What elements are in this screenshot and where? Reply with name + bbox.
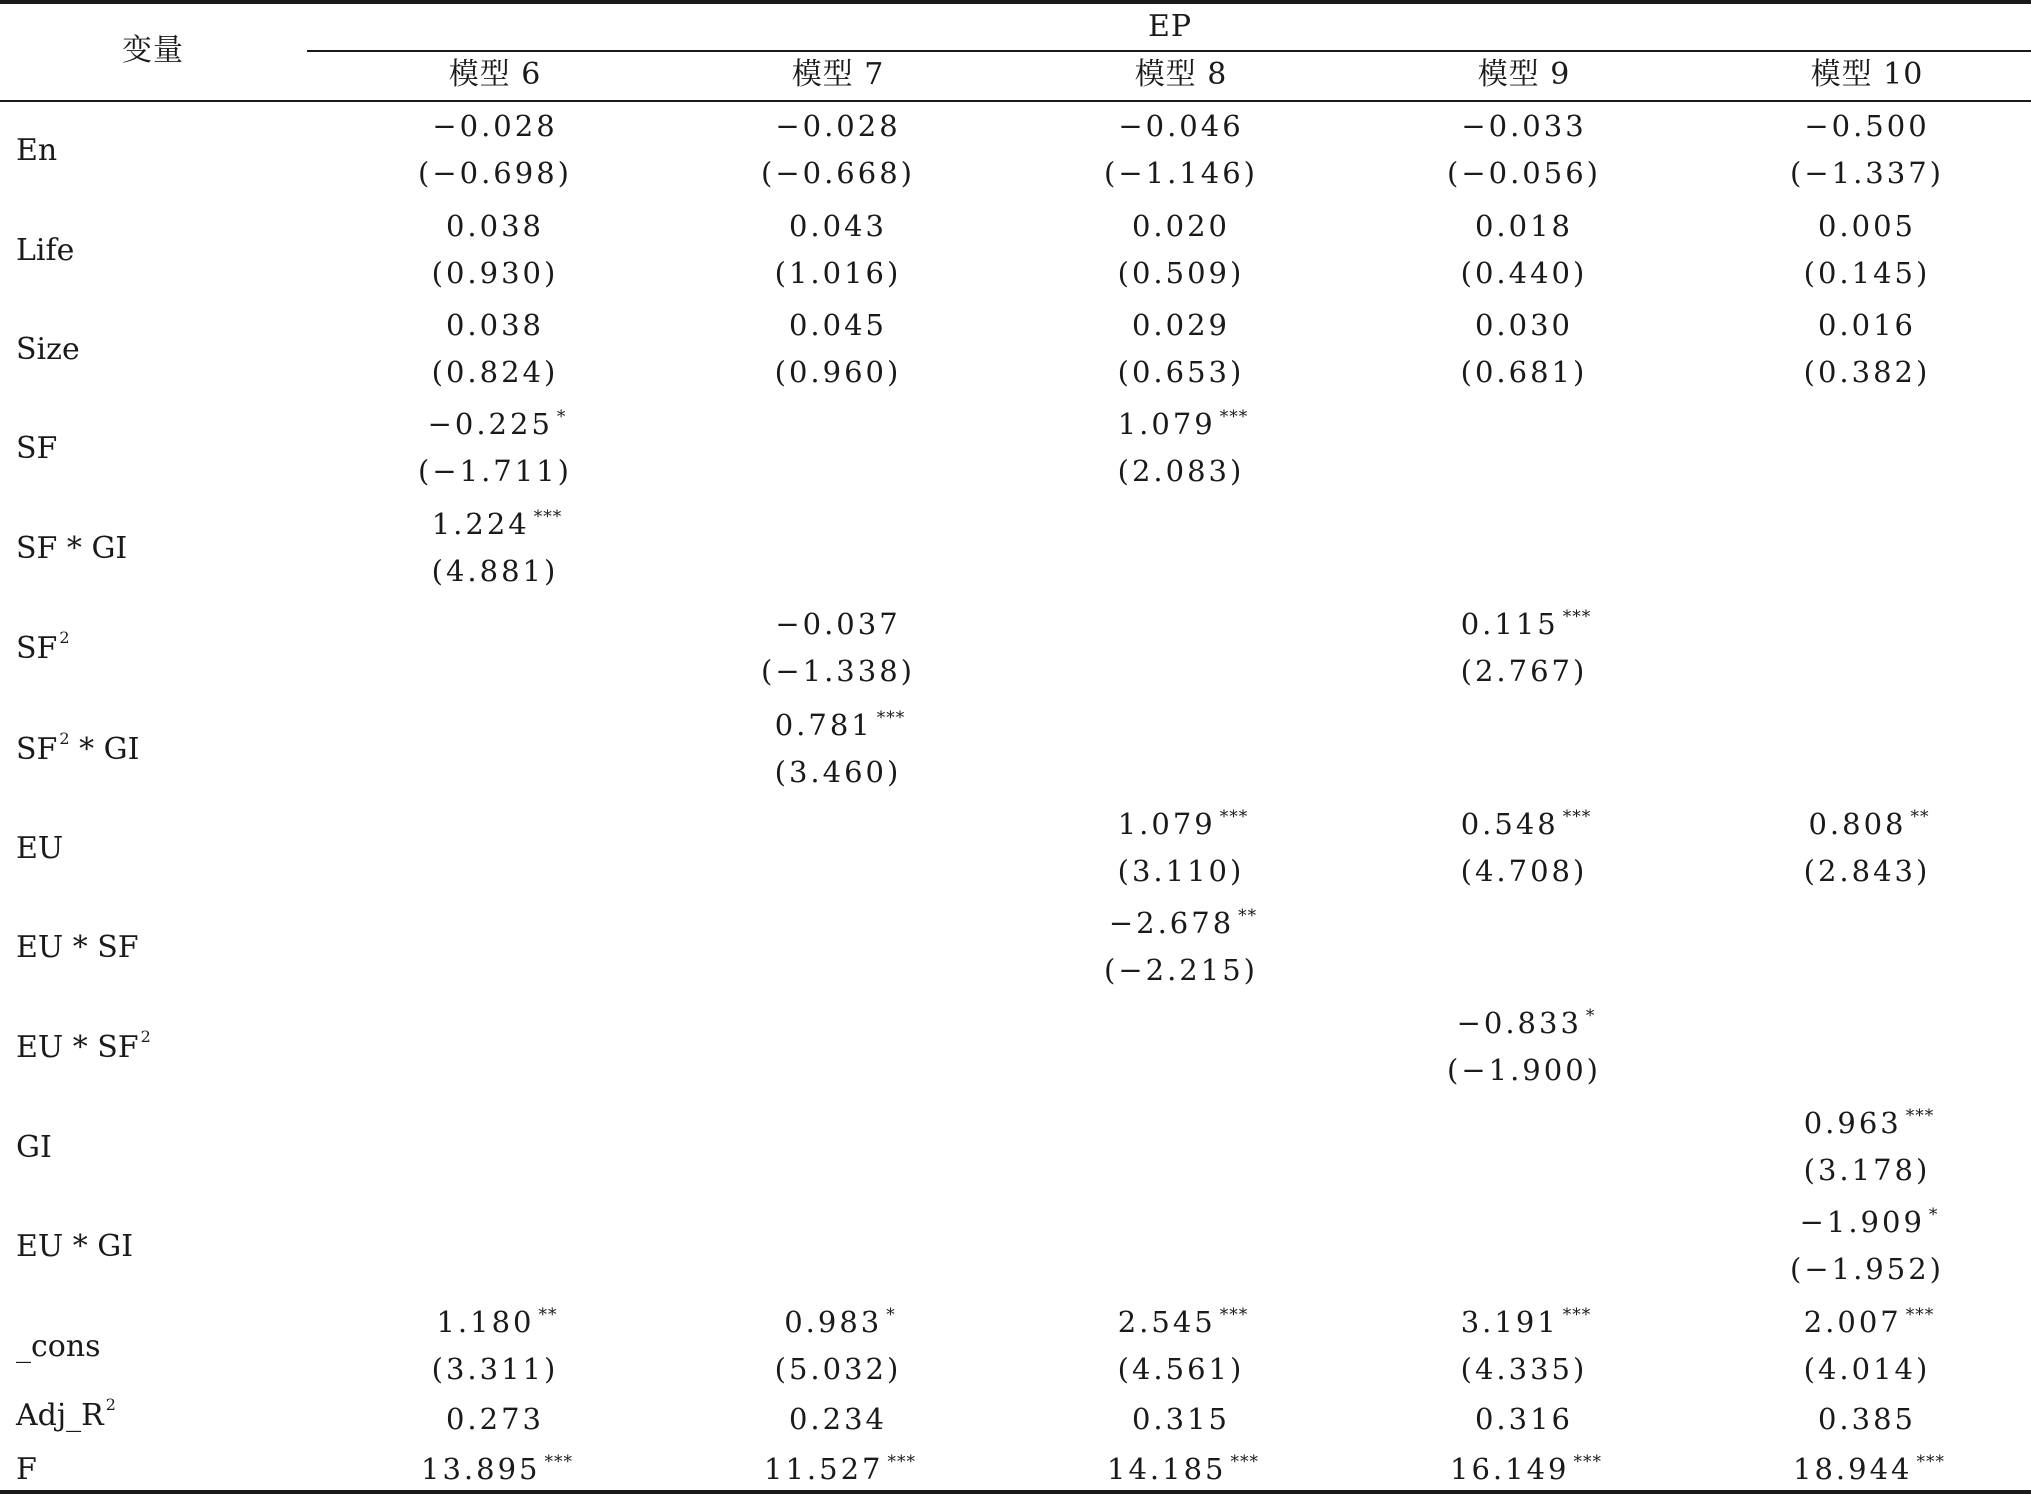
- row-label: SF * GI: [16, 531, 128, 566]
- row-label: SF $^2$: [16, 628, 70, 666]
- coef-cell: −0.037: [775, 607, 901, 641]
- header-rule: [0, 100, 2031, 102]
- bottom-rule: [0, 1490, 2031, 1494]
- coef-cell: 0.038: [445, 308, 545, 342]
- f-cell: 11.527 ***: [764, 1452, 916, 1486]
- row-label: _cons: [16, 1329, 101, 1364]
- t-stat-cell: (0.145): [1803, 256, 1931, 290]
- model-header: 模型 10: [1810, 57, 1924, 92]
- t-stat-cell: (0.960): [774, 355, 902, 389]
- variable-header: 变量: [122, 33, 184, 68]
- t-stat-cell: (−1.952): [1790, 1252, 1944, 1286]
- significance-stars: ***: [1219, 407, 1249, 427]
- significance-stars: *: [1928, 1205, 1939, 1225]
- significance-stars: ***: [1905, 1106, 1935, 1126]
- coef-cell: 2.545 ***: [1117, 1305, 1249, 1339]
- adj-r2-cell: 0.273: [445, 1402, 545, 1436]
- coef-cell: 0.548 ***: [1460, 807, 1592, 841]
- t-stat-cell: (0.930): [431, 256, 559, 290]
- t-stat-cell: (4.335): [1460, 1352, 1588, 1386]
- adj-r2-label: Adj_R $^2$: [16, 1395, 116, 1433]
- model-header: 模型 6: [448, 57, 542, 92]
- f-cell: 14.185 ***: [1107, 1452, 1259, 1486]
- t-stat-cell: (−1.711): [418, 454, 572, 488]
- coef-cell: −0.033: [1461, 109, 1587, 143]
- coef-cell: 0.029: [1131, 308, 1231, 342]
- coef-cell: 0.020: [1131, 209, 1231, 243]
- significance-stars: *: [886, 1305, 896, 1325]
- coef-cell: −0.500: [1804, 109, 1930, 143]
- label-superscript: 2: [140, 1027, 151, 1046]
- significance-stars: ***: [1230, 1452, 1259, 1472]
- significance-stars: ***: [1562, 607, 1592, 627]
- coef-cell: 0.038: [445, 209, 545, 243]
- t-stat-cell: (3.178): [1803, 1153, 1931, 1187]
- significance-stars: ***: [887, 1452, 916, 1472]
- t-stat-cell: (1.016): [774, 256, 902, 290]
- significance-stars: *: [556, 407, 567, 427]
- t-stat-cell: (0.681): [1460, 355, 1588, 389]
- t-stat-cell: (0.382): [1803, 355, 1931, 389]
- significance-stars: **: [1238, 906, 1258, 926]
- coef-cell: −0.225 *: [427, 407, 567, 441]
- f-cell: 16.149 ***: [1450, 1452, 1602, 1486]
- coef-cell: 0.018: [1474, 209, 1574, 243]
- f-cell: 18.944 ***: [1793, 1452, 1945, 1486]
- t-stat-cell: (4.014): [1803, 1352, 1931, 1386]
- significance-stars: ***: [1562, 807, 1592, 827]
- coef-cell: −1.909 *: [1799, 1205, 1939, 1239]
- coef-cell: 0.983 *: [784, 1305, 896, 1339]
- row-label: Life: [16, 233, 75, 268]
- top-rule: [0, 0, 2031, 4]
- t-stat-cell: (−1.337): [1790, 156, 1944, 190]
- row-label: En: [16, 133, 58, 168]
- row-label: Size: [16, 332, 80, 367]
- coef-cell: 3.191 ***: [1460, 1305, 1592, 1339]
- t-stat-cell: (0.509): [1117, 256, 1245, 290]
- t-stat-cell: (2.843): [1803, 854, 1931, 888]
- coef-cell: 0.016: [1817, 308, 1917, 342]
- model-header: 模型 8: [1134, 57, 1228, 92]
- coef-cell: 1.224 ***: [431, 507, 563, 541]
- label-superscript: 2: [105, 1395, 116, 1414]
- significance-stars: ***: [1573, 1452, 1602, 1472]
- t-stat-cell: (−1.146): [1104, 156, 1258, 190]
- row-label: GI: [16, 1130, 52, 1165]
- coef-cell: 0.115 ***: [1460, 607, 1592, 641]
- ep-group-header: EP: [1148, 9, 1193, 44]
- row-label: SF $^2$ * GI: [16, 729, 140, 767]
- significance-stars: ***: [1905, 1305, 1935, 1325]
- t-stat-cell: (−2.215): [1104, 953, 1258, 987]
- adj-r2-cell: 0.385: [1817, 1402, 1917, 1436]
- coef-cell: 0.030: [1474, 308, 1574, 342]
- row-label: SF: [16, 431, 58, 466]
- coef-cell: 0.005: [1817, 209, 1917, 243]
- group-underline: [307, 50, 2031, 52]
- t-stat-cell: (0.653): [1117, 355, 1245, 389]
- f-cell: 13.895 ***: [421, 1452, 573, 1486]
- row-label: EU: [16, 831, 64, 866]
- row-label: EU * GI: [16, 1229, 134, 1264]
- coef-cell: −0.046: [1118, 109, 1244, 143]
- t-stat-cell: (5.032): [774, 1352, 902, 1386]
- coef-cell: 2.007 ***: [1803, 1305, 1935, 1339]
- coef-cell: 0.808 **: [1808, 807, 1930, 841]
- coef-cell: −0.833 *: [1456, 1006, 1596, 1040]
- significance-stars: **: [1910, 807, 1930, 827]
- t-stat-cell: (2.083): [1117, 454, 1245, 488]
- coef-cell: 0.781 ***: [774, 708, 906, 742]
- model-header: 模型 9: [1477, 57, 1571, 92]
- coef-cell: 0.045: [788, 308, 888, 342]
- t-stat-cell: (2.767): [1460, 654, 1588, 688]
- significance-stars: ***: [544, 1452, 573, 1472]
- significance-stars: ***: [876, 708, 906, 728]
- t-stat-cell: (−0.056): [1447, 156, 1601, 190]
- coef-cell: 1.079 ***: [1117, 807, 1249, 841]
- t-stat-cell: (3.311): [431, 1352, 559, 1386]
- label-superscript: 2: [59, 729, 70, 748]
- t-stat-cell: (−1.338): [761, 654, 915, 688]
- f-label: F: [16, 1452, 37, 1487]
- significance-stars: ***: [1219, 807, 1249, 827]
- t-stat-cell: (4.708): [1460, 854, 1588, 888]
- significance-stars: **: [538, 1305, 558, 1325]
- significance-stars: *: [1585, 1006, 1596, 1026]
- significance-stars: ***: [1219, 1305, 1249, 1325]
- coef-cell: −2.678 **: [1108, 906, 1258, 940]
- significance-stars: ***: [533, 507, 563, 527]
- coef-cell: 0.043: [788, 209, 888, 243]
- coef-cell: −0.028: [775, 109, 901, 143]
- t-stat-cell: (−0.698): [418, 156, 572, 190]
- coef-cell: −0.028: [432, 109, 558, 143]
- coef-cell: 1.079 ***: [1117, 407, 1249, 441]
- t-stat-cell: (4.561): [1117, 1352, 1245, 1386]
- adj-r2-cell: 0.234: [788, 1402, 888, 1436]
- coef-cell: 0.963 ***: [1803, 1106, 1935, 1140]
- label-superscript: 2: [59, 628, 70, 647]
- adj-r2-cell: 0.316: [1474, 1402, 1574, 1436]
- t-stat-cell: (3.460): [774, 755, 902, 789]
- coef-cell: 1.180 **: [436, 1305, 558, 1339]
- significance-stars: ***: [1916, 1452, 1945, 1472]
- t-stat-cell: (0.440): [1460, 256, 1588, 290]
- significance-stars: ***: [1562, 1305, 1592, 1325]
- t-stat-cell: (−1.900): [1447, 1053, 1601, 1087]
- row-label: EU * SF $^2$: [16, 1027, 151, 1065]
- adj-r2-cell: 0.315: [1131, 1402, 1231, 1436]
- t-stat-cell: (0.824): [431, 355, 559, 389]
- t-stat-cell: (3.110): [1117, 854, 1245, 888]
- row-label: EU * SF: [16, 930, 139, 965]
- t-stat-cell: (−0.668): [761, 156, 915, 190]
- t-stat-cell: (4.881): [431, 554, 559, 588]
- model-header: 模型 7: [791, 57, 885, 92]
